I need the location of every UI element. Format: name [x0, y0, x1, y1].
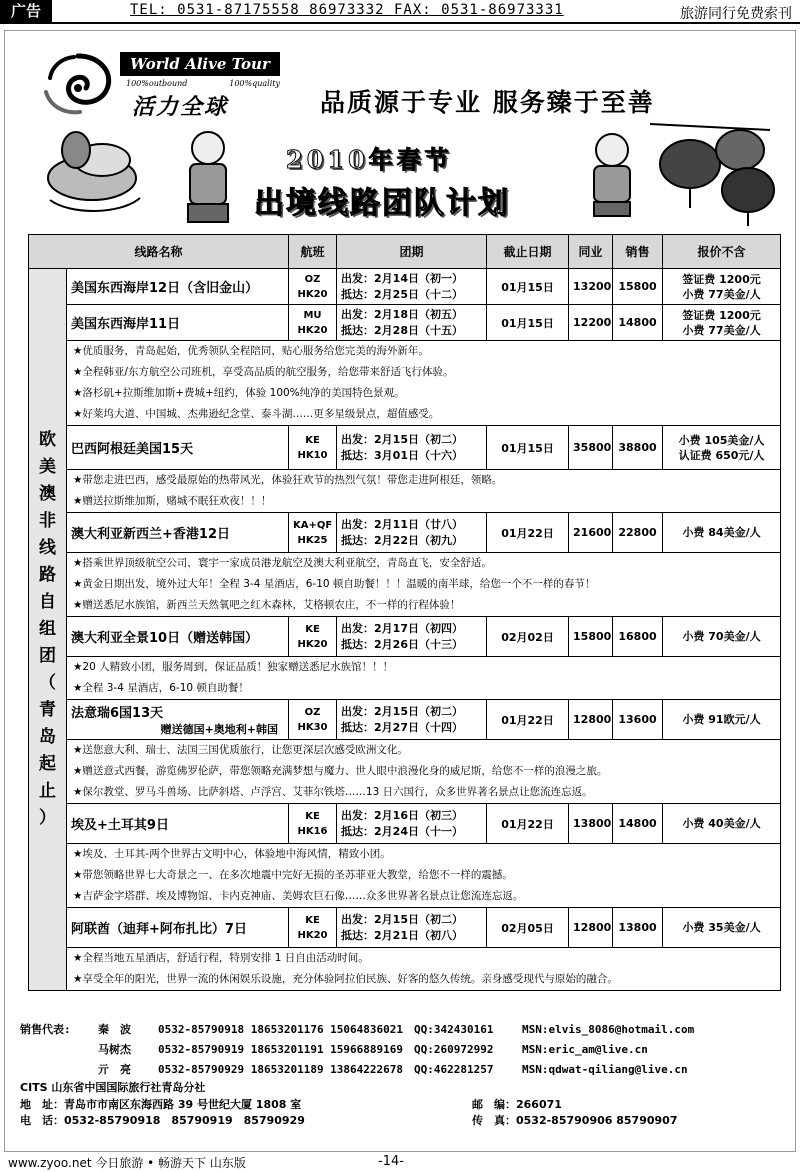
note-line: ★带您走进巴西，感受最原始的热带风光，体验狂欢节的热烈气氛！带您走进阿根廷，领略。 — [73, 474, 503, 486]
excluded-cell — [663, 700, 781, 740]
trade-price: 35800 — [573, 441, 612, 454]
note-line: ★赠送悉尼水族馆，新西兰天然氧吧之红木森林，艾格顿农庄，不一样的行程体验！ — [73, 599, 461, 611]
company-postcode: 邮 编：266071 — [472, 1098, 562, 1111]
lanterns-icon — [650, 124, 774, 226]
deadline: 02月05日 — [501, 921, 554, 935]
sale-price-cell — [613, 305, 663, 341]
flight-cell — [289, 908, 337, 948]
route-title: 巴西阿根廷美国15天 — [71, 442, 194, 457]
excluded-cell — [663, 804, 781, 844]
top-right-text: 旅游同行免费索刊 — [680, 6, 792, 22]
depart-date: 出发：2月15日（初二） — [341, 912, 463, 926]
contact-name: 马树杰 — [98, 1043, 131, 1056]
contact-phones: 0532-85790919 18653201191 15966889169 — [158, 1043, 404, 1056]
logo-sub-right: 100%quality — [229, 79, 280, 88]
banner-title-year: 2010年春节 — [286, 145, 453, 174]
sale-price-cell — [613, 513, 663, 553]
route-name — [67, 700, 289, 740]
route-name — [67, 617, 289, 657]
note-line: ★享受全年的阳光，世界一流的休闲娱乐设施，充分体验阿拉伯民族、好客的悠久传统。亲身感受现代与原始的融合。 — [73, 973, 618, 985]
notes-row — [29, 740, 781, 804]
region-label: 欧 美 澳 非 线 路 自 组 团 （ 青 岛 起 止 ） — [29, 269, 67, 991]
route-name — [67, 269, 289, 305]
trade-price: 21600 — [573, 526, 612, 539]
return-date: 抵达：2月27日（十四） — [341, 720, 463, 734]
flight-cell — [289, 426, 337, 470]
route-row — [29, 426, 781, 470]
swirl-logo-icon — [38, 48, 118, 118]
trade-price: 12800 — [573, 921, 612, 934]
flight-cell — [289, 305, 337, 341]
return-date: 抵达：2月25日（十二） — [341, 287, 463, 301]
return-date: 抵达：2月22日（初九） — [341, 533, 463, 547]
route-row — [29, 804, 781, 844]
flight-cell — [289, 269, 337, 305]
route-notes — [67, 553, 781, 617]
company-address: 地 址：青岛市市南区东海西路 39 号世纪大厦 1808 室 — [20, 1098, 302, 1111]
contact-name: 秦 波 — [98, 1023, 131, 1036]
route-title: 阿联酋（迪拜+阿布扎比）7日 — [71, 922, 247, 937]
note-line: ★全程当地五星酒店，舒适行程，特别安排 1 日自由活动时间。 — [73, 952, 369, 964]
group-size: HK30 — [297, 721, 328, 733]
company-name: CITS 山东省中国国际旅行社青岛分社 — [20, 1081, 206, 1094]
header-route: 线路名称 — [29, 235, 289, 269]
bottom-bar — [0, 1152, 800, 1172]
group-size: HK20 — [297, 288, 328, 300]
airline-code: OZ — [304, 706, 321, 718]
deadline-cell — [487, 269, 569, 305]
contact-qq: QQ:462281257 — [414, 1063, 494, 1076]
note-line: ★洛杉矶+拉斯维加斯+费城+纽约，体验 100%纯净的美国特色景观。 — [73, 387, 405, 399]
date-cell — [337, 617, 487, 657]
route-notes — [67, 657, 781, 700]
header-trade: 同业 — [569, 235, 613, 269]
excluded-cell — [663, 305, 781, 341]
sale-price-cell — [613, 804, 663, 844]
notes-row — [29, 470, 781, 513]
deadline-cell — [487, 305, 569, 341]
trade-price: 13800 — [573, 817, 612, 830]
return-date: 抵达：3月01日（十六） — [341, 448, 463, 462]
table-header-row — [29, 235, 781, 269]
trade-price: 15800 — [573, 630, 612, 643]
trade-price: 13200 — [573, 280, 612, 293]
excluded-item-1: 小费 40美金/人 — [682, 817, 761, 830]
route-title: 美国东西海岸12日（含旧金山） — [71, 281, 259, 296]
bottom-site: www.zyoo.net 今日旅游 • 畅游天下 山东版 — [8, 1156, 246, 1170]
flower-art-icon — [48, 132, 140, 211]
note-line: ★埃及、土耳其-两个世界古文明中心，体验地中海风情，精致小团。 — [73, 848, 391, 860]
return-date: 抵达：2月26日（十三） — [341, 637, 463, 651]
depart-date: 出发：2月18日（初五） — [341, 307, 463, 321]
airline-code: KE — [305, 434, 320, 446]
sale-price-cell — [613, 700, 663, 740]
note-line: ★全程韩亚/东方航空公司班机，享受高品质的航空服务，给您带来舒适飞行体验。 — [73, 366, 454, 378]
excluded-cell — [663, 513, 781, 553]
depart-date: 出发：2月14日（初一） — [341, 271, 463, 285]
note-line: ★保尔教堂、罗马斗兽场、比萨斜塔、卢浮宫、艾菲尔铁塔……13 日六国行，众多世界著名景点让您流连忘返。 — [73, 786, 593, 798]
contact-row — [20, 1040, 694, 1060]
route-notes — [67, 948, 781, 991]
notes-row — [29, 341, 781, 426]
company-phone: 电 话：0532-85790918 85790919 85790929 — [20, 1114, 305, 1127]
sale-price: 38800 — [618, 441, 657, 454]
depart-date: 出发：2月16日（初三） — [341, 808, 463, 822]
deadline-cell — [487, 426, 569, 470]
route-row — [29, 269, 781, 305]
contact-row — [20, 1060, 694, 1080]
route-row — [29, 513, 781, 553]
depart-date: 出发：2月11日（廿八） — [341, 517, 463, 531]
excluded-cell — [663, 617, 781, 657]
return-date: 抵达：2月28日（十五） — [341, 323, 463, 337]
notes-row — [29, 948, 781, 991]
logo-english: World Alive Tour — [120, 52, 280, 76]
contact-msn: MSN:qdwat-qiliang@live.cn — [522, 1063, 688, 1076]
note-line: ★赠送意式西餐，游览佛罗伦萨，带您领略充满梦想与魔力、世人眼中浪漫化身的威尼斯，给您不一样的浪漫之旅。 — [73, 765, 608, 777]
airline-code: KA+QF — [293, 519, 333, 531]
trade-price: 12200 — [573, 316, 612, 329]
sale-price-cell — [613, 426, 663, 470]
date-cell — [337, 513, 487, 553]
sale-price: 16800 — [618, 630, 657, 643]
company-fax: 传 真：0532-85790906 85790907 — [472, 1114, 678, 1127]
contact-role: 销售代表: — [20, 1023, 71, 1036]
header-excluded: 报价不含 — [663, 235, 781, 269]
deadline: 01月22日 — [501, 526, 554, 540]
trade-price: 12800 — [573, 713, 612, 726]
sale-price: 13600 — [618, 713, 657, 726]
excluded-cell — [663, 269, 781, 305]
deadline-cell — [487, 804, 569, 844]
child-figure-left-icon — [188, 132, 228, 222]
trade-price-cell — [569, 269, 613, 305]
route-row — [29, 617, 781, 657]
date-cell — [337, 908, 487, 948]
contact-row — [20, 1020, 694, 1040]
route-table — [28, 234, 781, 991]
trade-price-cell — [569, 700, 613, 740]
sale-price-cell — [613, 269, 663, 305]
note-line: ★赠送拉斯维加斯，赌城不眠狂欢夜！！！ — [73, 495, 272, 507]
route-name — [67, 804, 289, 844]
group-size: HK20 — [297, 638, 328, 650]
contact-qq: QQ:342430161 — [414, 1023, 494, 1036]
ad-tag: 广告 — [0, 0, 52, 22]
excluded-item-2: 认证费 650元/人 — [678, 448, 765, 462]
excluded-item-1: 签证费 1200元 — [682, 308, 761, 322]
date-cell — [337, 269, 487, 305]
contact-qq: QQ:260972992 — [414, 1043, 494, 1056]
route-name — [67, 513, 289, 553]
excluded-item-1: 小费 105美金/人 — [678, 433, 765, 447]
route-row — [29, 700, 781, 740]
route-name — [67, 426, 289, 470]
note-line: ★20 人精致小团，服务周到，保证品质！独家赠送悉尼水族馆！！！ — [73, 661, 394, 673]
return-date: 抵达：2月21日（初八） — [341, 928, 463, 942]
deadline: 01月22日 — [501, 713, 554, 727]
sale-price-cell — [613, 617, 663, 657]
group-size: HK25 — [297, 534, 328, 546]
notes-row — [29, 553, 781, 617]
group-size: HK16 — [297, 825, 328, 837]
sale-price: 15800 — [618, 280, 657, 293]
trade-price-cell — [569, 513, 613, 553]
top-contact: TEL: 0531-87175558 86973332 FAX: 0531-86973331 — [130, 2, 564, 18]
excluded-item-1: 签证费 1200元 — [682, 272, 761, 286]
date-cell — [337, 426, 487, 470]
contact-msn: MSN:eric_am@live.cn — [522, 1043, 648, 1056]
deadline: 01月15日 — [501, 441, 554, 455]
sales-contacts — [20, 1020, 694, 1080]
route-notes — [67, 470, 781, 513]
route-notes — [67, 844, 781, 908]
notes-row — [29, 657, 781, 700]
trade-price-cell — [569, 426, 613, 470]
group-size: HK20 — [297, 929, 328, 941]
route-title: 澳大利亚全景10日（赠送韩国） — [71, 631, 259, 646]
date-cell — [337, 700, 487, 740]
airline-code: KE — [305, 810, 320, 822]
excluded-cell — [663, 908, 781, 948]
top-bar — [0, 0, 800, 24]
note-line: ★好莱坞大道、中国城、杰弗逊纪念堂、泰斗湖……更多星级景点，超值感受。 — [73, 408, 440, 420]
excluded-item-1: 小费 70美金/人 — [682, 630, 761, 643]
excluded-item-2: 小费 77美金/人 — [682, 287, 761, 301]
deadline: 01月15日 — [501, 316, 554, 330]
route-notes — [67, 341, 781, 426]
note-line: ★优质服务，青岛起始，优秀领队全程陪同，贴心服务给您完美的海外新年。 — [73, 345, 429, 357]
banner-title-plan: 出境线路团队计划 — [254, 186, 510, 221]
sale-price: 14800 — [618, 316, 657, 329]
depart-date: 出发：2月17日（初四） — [341, 621, 463, 635]
airline-code: OZ — [304, 273, 321, 285]
date-cell — [337, 804, 487, 844]
logo-chinese: 活力全球 — [132, 95, 229, 120]
route-title: 法意瑞6国13天 — [71, 706, 164, 721]
page-number: -14- — [378, 1154, 404, 1169]
sale-price: 13800 — [618, 921, 657, 934]
deadline-cell — [487, 617, 569, 657]
excluded-cell — [663, 426, 781, 470]
excluded-item-1: 小费 84美金/人 — [682, 526, 761, 539]
contact-name: 亓 亮 — [98, 1063, 131, 1076]
deadline: 02月02日 — [501, 630, 554, 644]
flight-cell — [289, 804, 337, 844]
route-row — [29, 908, 781, 948]
note-line: ★送您意大利、瑞士、法国三国优质旅行，让您更深层次感受欧洲文化。 — [73, 744, 408, 756]
route-name — [67, 305, 289, 341]
logo-sub-left: 100%outbound — [126, 79, 188, 88]
slogan: 品质源于专业 服务臻于至善 — [320, 88, 655, 117]
route-name — [67, 908, 289, 948]
deadline-cell — [487, 908, 569, 948]
excluded-item-2: 小费 77美金/人 — [682, 323, 761, 337]
flight-cell — [289, 617, 337, 657]
contact-msn: MSN:elvis_8086@hotmail.com — [522, 1023, 695, 1036]
logo-subtitle — [126, 79, 280, 88]
note-line: ★搭乘世界顶级航空公司，寰宇一家成员港龙航空及澳大利亚航空，青岛直飞，安全舒适。 — [73, 557, 492, 569]
contact-phones: 0532-85790918 18653201176 15064836021 — [158, 1023, 404, 1036]
note-line: ★全程 3-4 星酒店，6-10 顿自助餐！ — [73, 682, 249, 694]
trade-price-cell — [569, 908, 613, 948]
header-deadline: 截止日期 — [487, 235, 569, 269]
deadline-cell — [487, 513, 569, 553]
deadline: 01月22日 — [501, 817, 554, 831]
group-size: HK20 — [297, 324, 328, 336]
route-bonus: 赠送德国+奥地利+韩国 — [160, 723, 279, 736]
flight-cell — [289, 700, 337, 740]
sale-price-cell — [613, 908, 663, 948]
airline-code: MU — [303, 309, 322, 321]
group-size: HK10 — [297, 449, 328, 461]
notes-row — [29, 844, 781, 908]
date-cell — [337, 305, 487, 341]
note-line: ★带您领略世界七大奇景之一、在多次地震中完好无损的圣苏菲亚大教堂，给您不一样的震撼。 — [73, 869, 513, 881]
depart-date: 出发：2月15日（初二） — [341, 704, 463, 718]
return-date: 抵达：2月24日（十一） — [341, 824, 463, 838]
excluded-item-1: 小费 91欧元/人 — [682, 713, 761, 726]
route-title: 澳大利亚新西兰+香港12日 — [71, 527, 230, 542]
trade-price-cell — [569, 804, 613, 844]
depart-date: 出发：2月15日（初二） — [341, 432, 463, 446]
note-line: ★吉萨金字塔群、埃及博物馆、卡内克神庙、美姆农巨石像……众多世界著名景点让您流连忘返。 — [73, 890, 524, 902]
child-figure-right-icon — [594, 134, 630, 216]
excluded-item-1: 小费 35美金/人 — [682, 921, 761, 934]
route-notes — [67, 740, 781, 804]
flight-cell — [289, 513, 337, 553]
header-sale: 销售 — [613, 235, 663, 269]
contact-phones: 0532-85790929 18653201189 13864222678 — [158, 1063, 404, 1076]
airline-code: KE — [305, 914, 320, 926]
sale-price: 14800 — [618, 817, 657, 830]
note-line: ★黄金日期出发，境外过大年！全程 3-4 星酒店，6-10 顿自助餐！！！温暖的南半球，给您一个不一样的春节！ — [73, 578, 596, 590]
header-flight: 航班 — [289, 235, 337, 269]
route-title: 埃及+土耳其9日 — [71, 818, 169, 833]
header-dates: 团期 — [337, 235, 487, 269]
airline-code: KE — [305, 623, 320, 635]
trade-price-cell — [569, 617, 613, 657]
route-row — [29, 305, 781, 341]
route-title: 美国东西海岸11日 — [71, 317, 181, 332]
sale-price: 22800 — [618, 526, 657, 539]
deadline-cell — [487, 700, 569, 740]
deadline: 01月15日 — [501, 280, 554, 294]
trade-price-cell — [569, 305, 613, 341]
